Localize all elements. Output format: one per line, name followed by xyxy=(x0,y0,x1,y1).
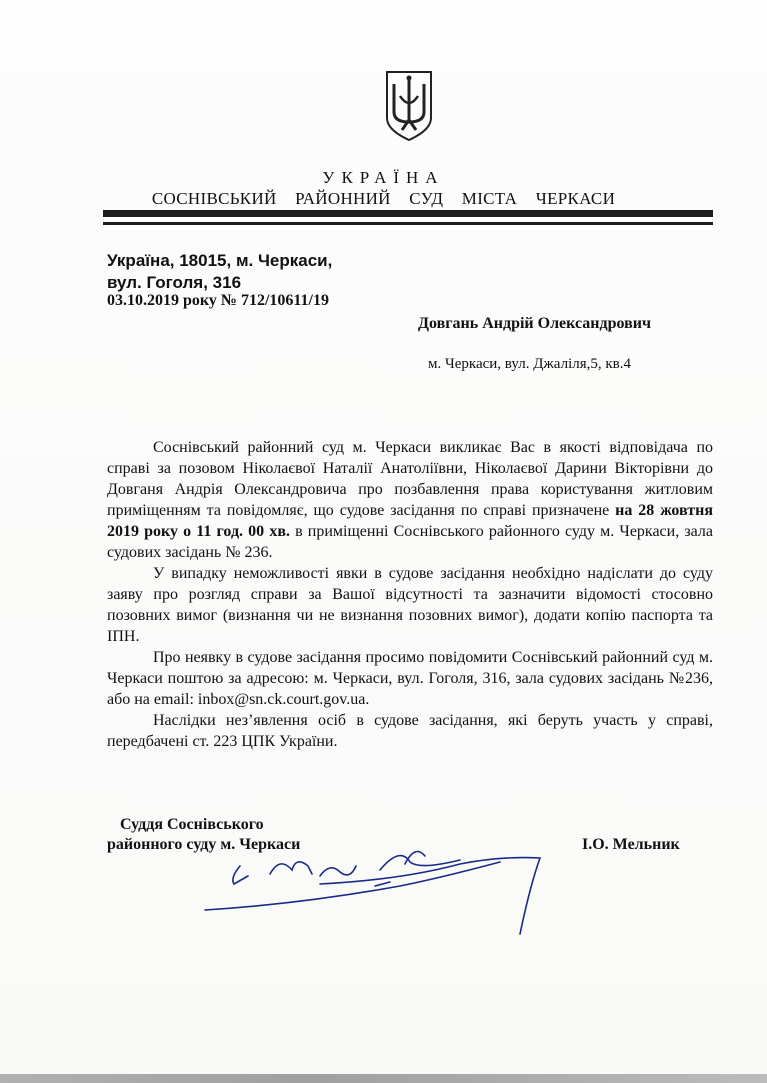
case-reference: 03.10.2019 року № 712/10611/19 xyxy=(107,292,329,309)
judge-name: І.О. Мельник xyxy=(582,836,680,853)
header-divider-thick xyxy=(103,210,713,217)
country-title: УКРАЇНА xyxy=(322,168,445,187)
header-divider-thin xyxy=(103,222,713,225)
paragraph-consequences: Наслідки нез’явлення осіб в судове засідання, які беруть участь у справі, передбачені ст. 223 ЦПК України. xyxy=(107,712,713,750)
scan-edge xyxy=(0,1074,767,1083)
summons-location: в приміщенні Соснівського районного суду м. Черкаси, зала судових засідань № 236. xyxy=(107,523,714,561)
court-title: СОСНІВСЬКИЙ РАЙОННИЙ СУД МІСТА ЧЕРКАСИ xyxy=(151,189,616,208)
sender-address-line1: Україна, 18015, м. Черкаси, xyxy=(107,251,333,270)
paragraph-summons xyxy=(107,437,713,563)
trident-emblem-icon xyxy=(384,70,434,142)
hearing-date: на 28 жовтня 2019 року о 11 год. 00 хв. xyxy=(107,502,713,540)
paragraph-notify: Про неявку в судове засідання просимо повідомити Соснівський районний суд м. Черкаси поштою за адресою: м. Черкаси, вул. Гоголя, 316, зала судових засідань №236, або на email: inbox@sn.ck.court.gov.ua. xyxy=(107,649,713,708)
handwritten-signature xyxy=(200,826,600,946)
judge-title-line2: районного суду м. Черкаси xyxy=(107,836,301,853)
sender-address-line2: вул. Гоголя, 316 xyxy=(107,273,242,292)
letter-body xyxy=(107,437,713,752)
paragraph-absence: У випадку неможливості явки в судове засідання необхідно надіслати до суду заяву про розгляд справи за Вашої відсутності та зазначити відомості стосовно позовних вимог (визнання чи не визнання позовних вимог), додати копію паспорта та ІПН. xyxy=(107,565,713,645)
judge-title-line1: Суддя Соснівського xyxy=(120,816,264,833)
recipient-address: м. Черкаси, вул. Джаліля,5, кв.4 xyxy=(428,356,631,372)
summons-text: Соснівський районний суд м. Черкаси викликає Вас в якості відповідача по справі за позовом Ніколаєвої Наталії Анатоліївни, Ніколаєвої Дарини Вікторівни до Довганя Андрія Олександровича про позбавлення права користування житловим приміщенням та повідомляє, що судове засідання по справі призначене xyxy=(107,439,713,519)
recipient-name: Довгань Андрій Олександрович xyxy=(418,315,651,332)
